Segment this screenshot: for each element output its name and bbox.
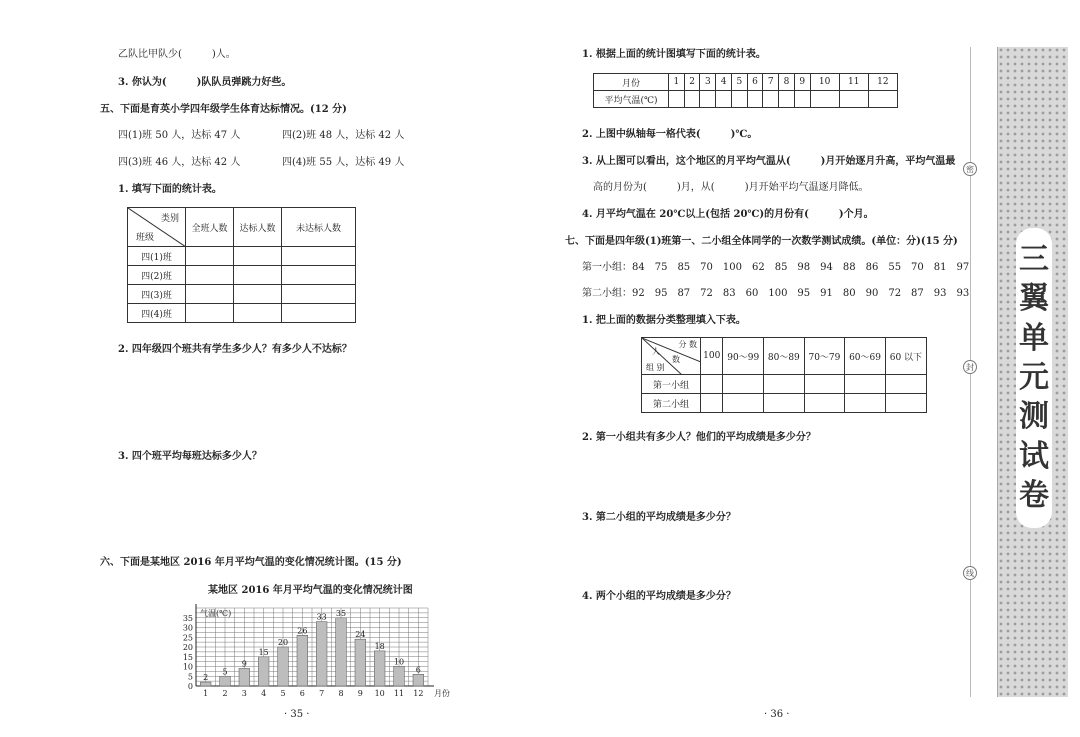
binding-ring-3: 线 <box>963 566 977 580</box>
blank-cell[interactable] <box>234 247 282 266</box>
blank-cell[interactable] <box>701 375 723 394</box>
header-total: 全班人数 <box>186 208 234 247</box>
sidebar-char: 测 <box>1019 399 1049 435</box>
temp-blank-cell[interactable] <box>700 91 716 108</box>
data-label: 18 <box>374 641 385 651</box>
data-label: 15 <box>258 647 269 657</box>
blank-cell[interactable] <box>186 285 234 304</box>
data-label: 6 <box>415 665 421 675</box>
group1-scores: 第一小组：84 75 85 70 100 62 85 98 94 88 86 55 70 81 97 <box>582 262 970 273</box>
right-q4: 4. 月平均气温在 20℃以上(包括 20℃)的月份有( )个月。 <box>582 209 874 220</box>
sidebar-char: 单 <box>1019 320 1049 356</box>
bar-4 <box>258 657 269 686</box>
right-q2: 2. 上图中纵轴每一格代表( )℃。 <box>582 129 758 140</box>
section6-title: 六、下面是某地区 2016 年月平均气温的变化情况统计图。(15 分) <box>100 557 402 568</box>
row-label: 四(1)班 <box>128 247 186 266</box>
s5-data-2: 四(2)班 48 人，达标 42 人 <box>282 130 405 141</box>
blank-cell[interactable] <box>282 266 356 285</box>
table-row <box>128 285 356 304</box>
corner-score: 分 数 <box>678 340 697 349</box>
x-tick-label: 11 <box>393 689 405 698</box>
month-cell: 1 <box>669 74 685 91</box>
data-label: 5 <box>222 667 228 677</box>
binding-ring-2: 封 <box>963 360 977 374</box>
blank-cell[interactable] <box>845 394 886 413</box>
bar-2 <box>220 676 231 686</box>
score-range-table <box>641 337 927 413</box>
x-tick-label: 8 <box>338 689 344 698</box>
chart-title: 某地区 2016 年月平均气温的变化情况统计图 <box>208 585 413 596</box>
temps-row <box>594 91 898 108</box>
header-pass: 达标人数 <box>234 208 282 247</box>
score-header: 60 以下 <box>885 338 926 375</box>
blank-cell[interactable] <box>282 247 356 266</box>
table-row <box>128 304 356 323</box>
month-cell: 12 <box>868 74 897 91</box>
corner-people: 人 <box>652 347 660 356</box>
section5-title: 五、下面是育英小学四年级学生体育达标情况。(12 分) <box>100 104 347 115</box>
sidebar-char: 元 <box>1019 359 1049 395</box>
blank-cell[interactable] <box>764 375 805 394</box>
month-cell: 9 <box>794 74 810 91</box>
s5-data-4: 四(4)班 55 人，达标 49 人 <box>282 157 405 168</box>
blank-cell[interactable] <box>282 285 356 304</box>
bar-5 <box>278 647 289 686</box>
page-number-left: · 35 · <box>284 709 310 720</box>
page-number-right: · 36 · <box>764 709 790 720</box>
bar-6 <box>297 635 308 686</box>
temp-blank-cell[interactable] <box>810 91 839 108</box>
s7-q4: 4. 两个小组的平均成绩是多少分？ <box>582 591 736 602</box>
data-label: 20 <box>277 638 289 647</box>
score-header: 60～69 <box>845 338 886 375</box>
blank-cell[interactable] <box>764 394 805 413</box>
sidebar-char: 三 <box>1019 241 1049 277</box>
month-cell: 8 <box>779 74 795 91</box>
group-label: 第二小组 <box>642 394 701 413</box>
table-row <box>642 394 927 413</box>
blank-cell[interactable] <box>234 285 282 304</box>
blank-cell[interactable] <box>723 375 764 394</box>
x-tick-label: 10 <box>374 689 385 698</box>
x-tick-label: 2 <box>222 689 228 698</box>
temp-blank-cell[interactable] <box>763 91 779 108</box>
corner-group: 组 别 <box>646 363 665 372</box>
bar-11 <box>394 667 405 687</box>
s7-q2: 2. 第一小组共有多少人？他们的平均成绩是多少分？ <box>582 432 816 443</box>
x-tick-label: 3 <box>241 689 247 698</box>
temp-blank-cell[interactable] <box>868 91 897 108</box>
table-corner-cell <box>128 208 186 247</box>
y-tick-label: 15 <box>182 652 193 662</box>
blank-cell[interactable] <box>234 304 282 323</box>
blank-cell[interactable] <box>701 394 723 413</box>
group-label: 第一小组 <box>642 375 701 394</box>
temp-blank-cell[interactable] <box>684 91 700 108</box>
corner-class: 班级 <box>136 233 155 243</box>
month-cell: 2 <box>684 74 700 91</box>
row-label: 四(4)班 <box>128 304 186 323</box>
blank-cell[interactable] <box>723 394 764 413</box>
temp-blank-cell[interactable] <box>839 91 868 108</box>
bar-3 <box>239 668 250 686</box>
s5-data-3: 四(3)班 46 人，达标 42 人 <box>118 157 241 168</box>
blank-cell[interactable] <box>186 304 234 323</box>
s5-data-1: 四(1)班 50 人，达标 47 人 <box>118 130 241 141</box>
data-label: 9 <box>241 659 247 669</box>
temp-blank-cell[interactable] <box>716 91 732 108</box>
data-label: 26 <box>297 626 308 636</box>
blank-cell[interactable] <box>234 266 282 285</box>
score-header: 100 <box>701 338 723 375</box>
binding-ring-1: 密 <box>963 162 977 176</box>
month-cell: 6 <box>747 74 763 91</box>
blank-cell[interactable] <box>282 304 356 323</box>
s7-q1: 1. 把上面的数据分类整理填入下表。 <box>582 315 746 326</box>
row-label: 四(3)班 <box>128 285 186 304</box>
y-tick-label: 20 <box>182 643 193 652</box>
right-q1: 1. 根据上面的统计图填写下面的统计表。 <box>582 49 766 60</box>
bar-1 <box>200 682 211 686</box>
temp-blank-cell[interactable] <box>747 91 763 108</box>
data-label: 35 <box>335 608 347 618</box>
month-cell: 3 <box>700 74 716 91</box>
temperature-bar-chart <box>170 600 460 702</box>
group2-scores: 第二小组：92 95 87 72 83 60 100 95 91 80 90 72 87 93 93 <box>582 288 970 299</box>
s7-q3: 3. 第二小组的平均成绩是多少分？ <box>582 512 736 523</box>
bar-7 <box>316 622 327 686</box>
x-axis-label: 月份 <box>434 689 450 698</box>
data-label: 33 <box>316 612 327 622</box>
corner-count: 数 <box>672 355 680 364</box>
temp-row-label: 平均气温(℃) <box>594 91 669 108</box>
monthly-temp-table <box>593 73 898 108</box>
bar-9 <box>355 639 366 686</box>
x-tick-label: 7 <box>319 689 325 698</box>
score-header: 80～89 <box>764 338 805 375</box>
table-row <box>128 266 356 285</box>
blank-cell[interactable] <box>186 247 234 266</box>
y-tick-label: 0 <box>187 682 193 691</box>
section7-title: 七、下面是四年级(1)班第一、二小组全体同学的一次数学测试成绩。(单位：分)(15 分) <box>565 236 958 247</box>
temp-blank-cell[interactable] <box>669 91 685 108</box>
score-corner-cell <box>642 338 701 375</box>
month-row-label: 月份 <box>594 74 669 91</box>
y-axis-label: 气温(℃) <box>200 609 232 618</box>
x-tick-label: 9 <box>357 689 363 698</box>
month-cell: 4 <box>716 74 732 91</box>
right-q3-line1: 3. 从上图可以看出，这个地区的月平均气温从( )月开始逐月升高，平均气温最 <box>582 156 956 167</box>
blank-cell[interactable] <box>804 375 845 394</box>
bar-10 <box>374 651 385 686</box>
x-tick-label: 12 <box>413 689 424 698</box>
bar-12 <box>413 674 424 686</box>
right-q3-line2: 高的月份为( )月，从( )月开始平均气温逐月降低。 <box>593 182 869 193</box>
blank-cell[interactable] <box>804 394 845 413</box>
blank-cell[interactable] <box>885 394 926 413</box>
score-header: 70～79 <box>804 338 845 375</box>
sidebar-char: 试 <box>1019 438 1049 474</box>
sidebar-title <box>1016 228 1052 528</box>
q4-item3: 3. 你认为( )队队员弹跳力好些。 <box>118 77 292 88</box>
x-tick-label: 1 <box>203 689 209 698</box>
s5-q3: 3. 四个班平均每班达标多少人？ <box>118 451 262 462</box>
data-label: 2 <box>203 673 209 683</box>
data-label: 24 <box>355 630 366 640</box>
temp-blank-cell[interactable] <box>779 91 795 108</box>
blank-cell[interactable] <box>186 266 234 285</box>
bar-8 <box>336 618 347 686</box>
y-tick-label: 25 <box>182 633 193 643</box>
table-row <box>642 375 927 394</box>
y-tick-label: 5 <box>187 672 193 682</box>
month-cell: 7 <box>763 74 779 91</box>
q4-line1: 乙队比甲队少( )人。 <box>118 49 236 60</box>
temp-blank-cell[interactable] <box>731 91 747 108</box>
y-tick-label: 10 <box>182 662 193 672</box>
sidebar-char: 卷 <box>1019 478 1049 514</box>
blank-cell[interactable] <box>845 375 886 394</box>
class-stat-table <box>127 207 356 323</box>
table-row <box>128 247 356 266</box>
blank-cell[interactable] <box>885 375 926 394</box>
sidebar-char: 翼 <box>1019 281 1049 317</box>
corner-category: 类别 <box>160 214 179 224</box>
header-fail: 未达标人数 <box>282 208 356 247</box>
row-label: 四(2)班 <box>128 266 186 285</box>
month-cell: 10 <box>810 74 839 91</box>
month-cell: 11 <box>839 74 868 91</box>
y-tick-label: 30 <box>182 623 193 633</box>
s5-q2: 2. 四年级四个班共有学生多少人？有多少人不达标？ <box>118 344 352 355</box>
score-header: 90～99 <box>723 338 764 375</box>
s5-q1: 1. 填写下面的统计表。 <box>118 184 222 195</box>
x-tick-label: 6 <box>299 689 305 698</box>
x-tick-label: 5 <box>280 689 286 698</box>
data-label: 10 <box>393 657 405 667</box>
months-row <box>594 74 898 91</box>
month-cell: 5 <box>731 74 747 91</box>
x-tick-label: 4 <box>261 689 267 698</box>
temp-blank-cell[interactable] <box>794 91 810 108</box>
y-tick-label: 35 <box>182 613 193 623</box>
